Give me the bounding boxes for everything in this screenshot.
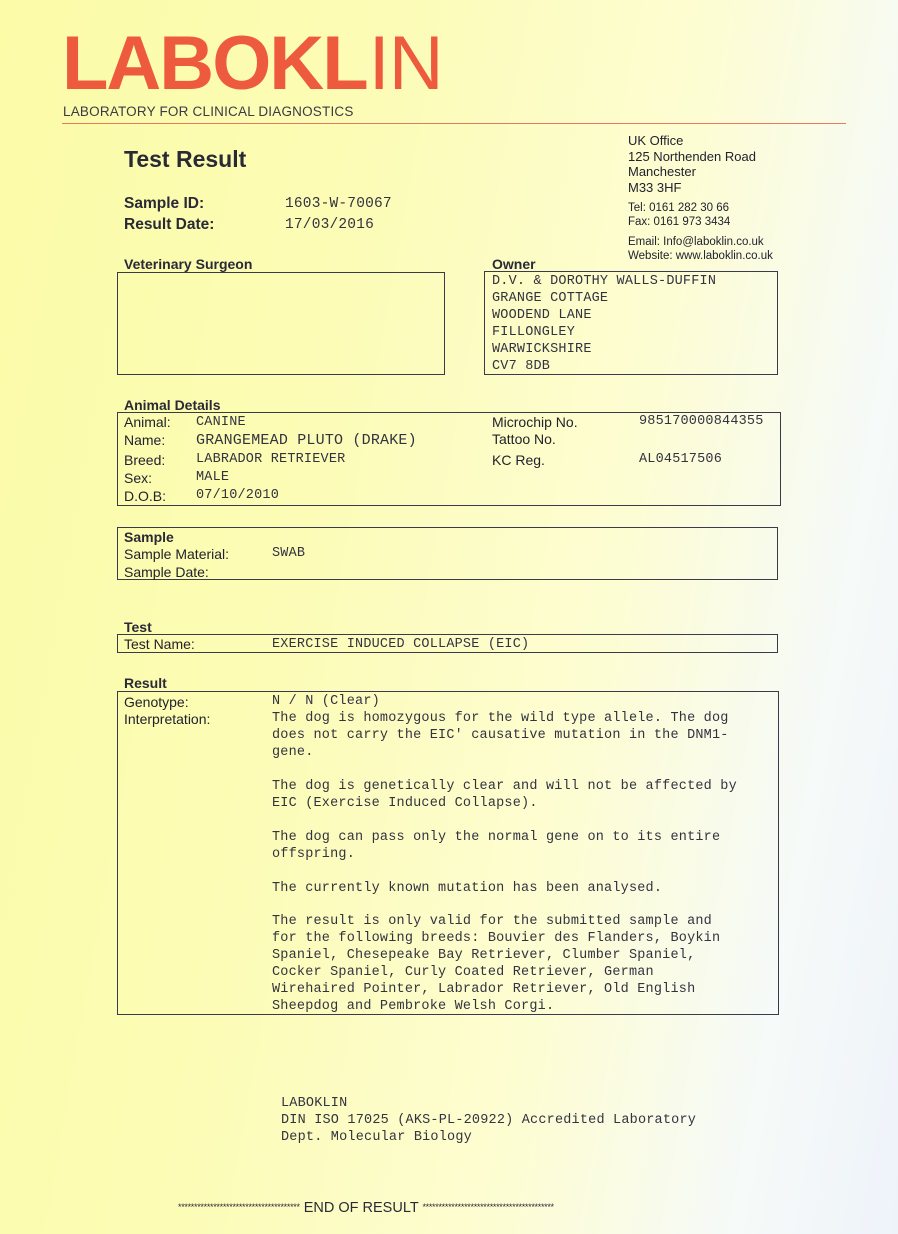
interpretation-line: Wirehaired Pointer, Labrador Retriever, Old English (272, 982, 696, 997)
name-value: GRANGEMEAD PLUTO (DRAKE) (196, 432, 417, 449)
owner-line: WARWICKSHIRE (492, 342, 592, 357)
interpretation-line: Spaniel, Chesepeake Bay Retriever, Clumber Spaniel, (272, 948, 696, 963)
stars-left: ************************************** (178, 1202, 300, 1212)
owner-line: GRANGE COTTAGE (492, 291, 609, 306)
office-address (628, 133, 773, 263)
owner-line: FILLONGLEY (492, 325, 576, 340)
interpretation-line: The currently known mutation has been analysed. (272, 881, 663, 896)
stars-right: ***************************************** (422, 1202, 554, 1212)
tattoo-label: Tattoo No. (492, 431, 556, 447)
end-of-result (178, 1200, 748, 1216)
interpretation-line: The result is only valid for the submitted sample and (272, 914, 712, 929)
interpretation-para-2 (272, 778, 737, 812)
interpretation-line: The dog is homozygous for the wild type allele. The dog (272, 711, 729, 726)
sex-label: Sex: (124, 470, 153, 486)
office-line: UK Office (628, 133, 684, 148)
microchip-value: 985170000844355 (639, 414, 764, 429)
result-date-label: Result Date: (124, 216, 215, 233)
office-line: M33 3HF (628, 179, 682, 195)
animal-label: Animal: (124, 414, 171, 430)
sample-id-label: Sample ID: (124, 195, 205, 212)
owner-line: D.V. & DOROTHY WALLS-DUFFIN (492, 274, 717, 289)
breed-value: LABRADOR RETRIEVER (196, 452, 346, 467)
laboklin-logo (62, 21, 443, 106)
logo-bold-text: LABOKL (62, 21, 367, 106)
interpretation-line: Sheepdog and Pembroke Welsh Corgi. (272, 999, 555, 1014)
genotype-label: Genotype: (124, 694, 189, 710)
page-title: Test Result (124, 146, 247, 172)
vet-heading: Veterinary Surgeon (124, 256, 253, 272)
office-line: Manchester (628, 164, 696, 179)
interpretation-para-3 (272, 829, 720, 863)
breed-label: Breed: (124, 452, 166, 468)
genotype-value: N / N (Clear) (272, 694, 380, 709)
vet-box (117, 272, 445, 375)
interpretation-line: The dog can pass only the normal gene on to its entire (272, 830, 721, 845)
owner-line: CV7 8DB (492, 359, 551, 374)
dob-label: D.O.B: (124, 488, 167, 504)
office-fax: Fax: 0161 973 3434 (628, 216, 731, 228)
interpretation-para-1 (272, 710, 729, 761)
name-label: Name: (124, 432, 166, 448)
sample-heading: Sample (124, 529, 174, 545)
footer-line: DIN ISO 17025 (AKS-PL-20922) Accredited Laboratory (281, 1113, 697, 1128)
logo-light-text: IN (368, 21, 443, 106)
test-heading: Test (124, 619, 152, 635)
sex-value: MALE (196, 470, 230, 485)
dob-value: 07/10/2010 (196, 488, 280, 503)
animal-heading: Animal Details (124, 397, 221, 413)
interpretation-para-4 (272, 880, 662, 897)
owner-line: WOODEND LANE (492, 308, 592, 323)
interpretation-line: gene. (272, 745, 314, 760)
owner-box (484, 271, 778, 375)
microchip-label: Microchip No. (492, 414, 578, 430)
footer-line: LABOKLIN (281, 1096, 348, 1111)
sample-material-label: Sample Material: (124, 546, 230, 562)
result-date-value: 17/03/2016 (285, 217, 375, 233)
interpretation-label: Interpretation: (124, 711, 211, 727)
interpretation-line: Cocker Spaniel, Curly Coated Retriever, German (272, 965, 654, 980)
interpretation-line: for the following breeds: Bouvier des Flanders, Boykin (272, 931, 721, 946)
test-name-value: EXERCISE INDUCED COLLAPSE (EIC) (272, 637, 530, 652)
lab-accreditation (281, 1095, 696, 1146)
interpretation-line: The dog is genetically clear and will not be affected by (272, 779, 737, 794)
result-heading: Result (124, 675, 167, 691)
interpretation-line: EIC (Exercise Induced Collapse). (272, 796, 538, 811)
office-website: Website: www.laboklin.co.uk (628, 250, 773, 262)
kc-label: KC Reg. (492, 452, 545, 468)
logo-tagline: LABORATORY FOR CLINICAL DIAGNOSTICS (63, 104, 354, 119)
header-divider (62, 123, 846, 124)
footer-line: Dept. Molecular Biology (281, 1130, 472, 1145)
office-line: 125 Northenden Road (628, 148, 756, 164)
sample-id-value: 1603-W-70067 (285, 196, 392, 212)
kc-value: AL04517506 (639, 452, 723, 467)
end-text: END OF RESULT (303, 1200, 419, 1216)
sample-material-value: SWAB (272, 546, 306, 561)
animal-value: CANINE (196, 415, 246, 430)
owner-heading: Owner (492, 256, 536, 272)
interpretation-line: does not carry the EIC' causative mutation in the DNM1- (272, 728, 729, 743)
office-tel: Tel: 0161 282 30 66 (628, 202, 730, 214)
interpretation-line: offspring. (272, 847, 356, 862)
owner-address (492, 273, 716, 375)
sample-date-label: Sample Date: (124, 564, 209, 580)
office-email: Email: Info@laboklin.co.uk (628, 236, 764, 248)
interpretation-para-5 (272, 913, 720, 1015)
test-name-label: Test Name: (124, 636, 195, 652)
